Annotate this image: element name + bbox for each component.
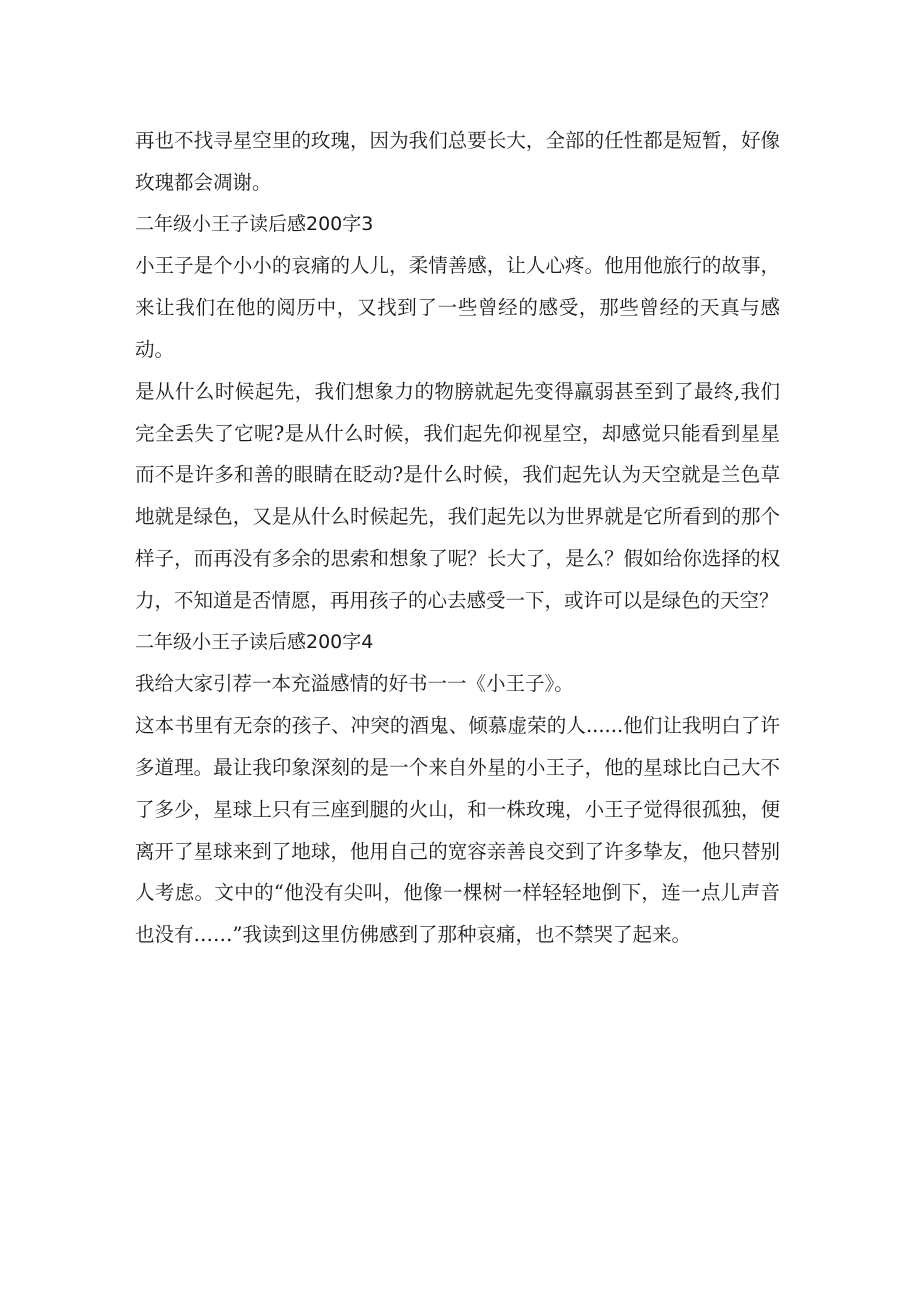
- paragraph-imagination: 是从什么时候起先，我们想象力的物膀就起先变得羸弱甚至到了最终,我们完全丢失了它呢?是从什么时候，我们起先仰视星空，却感觉只能看到星星而不是许多和善的眼睛在眨动?是什么时候，我们起先认为天空就是兰色草地就是绿色，又是从什么时候起先，我们起先以为世界就是它所看到的那个样子，而再没有多余的思索和想象了呢？长大了，是么？假如给你选择的权力，不知道是否情愿，再用孩子的心去感受一下，或许可以是绿色的天空？: [135, 379, 780, 612]
- paragraph-rose-ending: 再也不找寻星空里的玫瑰，因为我们总要长大，全部的任性都是短暂，好像玫瑰都会凋谢。: [135, 129, 780, 194]
- paragraph-book-content: 这本书里有无奈的孩子、冲突的酒鬼、倾慕虚荣的人......他们让我明白了许多道理。最让我印象深刻的是一个来自外星的小王子，他的星球比白己大不了多少，星球上只有三座到腿的火山，和一株玫瑰，小王子觉得很孤独，便离开了星球来到了地球，他用自己的宽容亲善良交到了许多挚友，他只替别人考虑。文中的“他没有尖叫，他像一棵树一样轻轻地倒下，连一点儿声音也没有……”我读到这里仿佛感到了那种哀痛，也不禁哭了起来。: [135, 714, 780, 947]
- paragraph-book-recommendation: 我给大家引荐一本充溢感情的好书一一《小王子》。: [135, 672, 574, 696]
- section-heading-3: 二年级小王子读后感200字3: [135, 212, 374, 235]
- document-body: [135, 120, 780, 956]
- paragraph-little-prince-intro: 小王子是个小小的哀痛的人儿，柔情善感，让人心疼。他用他旅行的故事，来让我们在他的阅历中，又找到了一些曾经的感受，那些曾经的天真与感动。: [135, 254, 780, 361]
- section-heading-4: 二年级小王子读后感200字4: [135, 630, 374, 653]
